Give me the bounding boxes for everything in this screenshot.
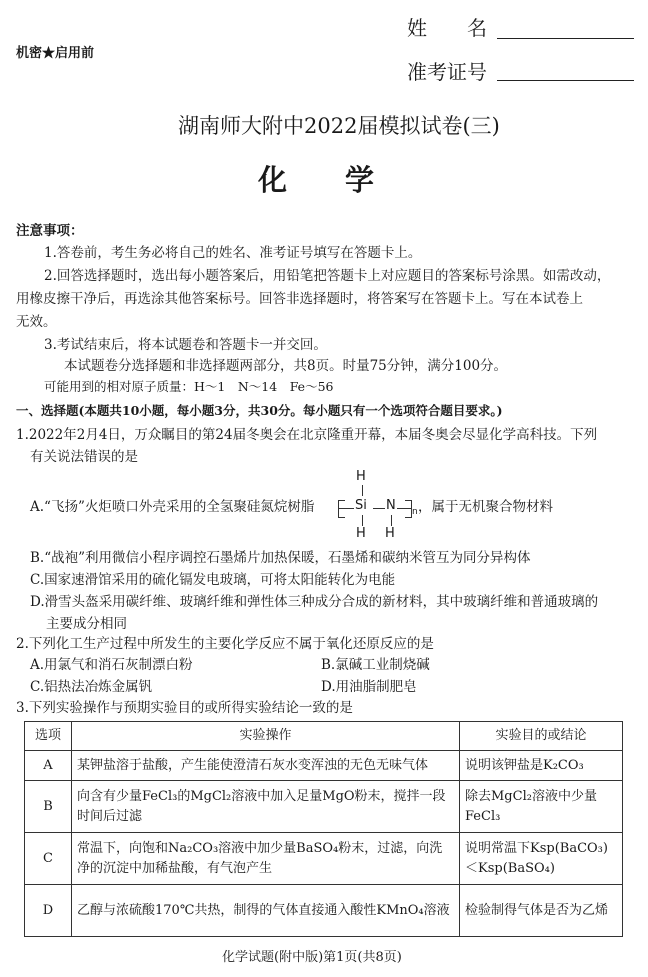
struct-h-top-1: H [356, 469, 366, 484]
subject-title: 化 学 [258, 163, 375, 197]
q1-option-a-suffix: ，属于无机聚合物材料 [418, 499, 553, 515]
name-label: 姓 名 [407, 16, 487, 40]
col-header-result: 实验目的或结论 [460, 722, 623, 751]
notice-item-2-cont: 用橡皮擦干净后，再选涂其他答案标号。回答非选择题时，将答案写在答题卡上。写在本试卷上 [16, 291, 583, 307]
row-result: 说明该钾盐是K₂CO₃ [460, 751, 623, 781]
struct-h-bottom-2: H [385, 526, 395, 541]
table-header-row [25, 722, 623, 751]
notice-item-2-end: 无效。 [16, 314, 57, 330]
notice-item-2: 2.回答选择题时，选出每小题答案后，用铅笔把答题卡上对应题目的答案标号涂黑。如需改动， [44, 268, 611, 284]
q2-stem: 2.下列化工生产过程中所发生的主要化学反应不属于氧化还原反应的是 [16, 636, 434, 652]
page-footer: 化学试题(附中版)第1页(共8页) [222, 950, 402, 965]
row-result: 说明常温下Ksp(BaCO₃)＜Ksp(BaSO₄) [460, 833, 623, 885]
row-option: D [25, 885, 72, 937]
table-row [25, 781, 623, 833]
row-result: 除去MgCl₂溶液中少量FeCl₃ [460, 781, 623, 833]
struct-n: N [386, 498, 396, 513]
q1-stem-line2: 有关说法错误的是 [30, 449, 138, 465]
q1-stem-line1: 1.2022年2月4日，万众瞩目的第24届冬奥会在北京隆重开幕，本届冬奥会尽显化学高科技。下列 [16, 427, 598, 443]
q1-option-b: B.“战袍”利用微信小程序调控石墨烯片加热保暖，石墨烯和碳纳米管互为同分异构体 [30, 550, 531, 566]
q2-option-b: B.氯碱工业制烧碱 [321, 657, 430, 673]
section-heading: 一、选择题(本题共10小题，每小题3分，共30分。每小题只有一个选项符合题目要求。) [16, 403, 503, 418]
struct-h-bottom-1: H [356, 526, 366, 541]
notice-item-1: 1.答卷前，考生务必将自己的姓名、准考证号填写在答题卡上。 [44, 245, 422, 261]
col-header-option: 选项 [25, 722, 72, 751]
struct-bond-top [362, 485, 363, 496]
struct-bond-left [338, 508, 354, 509]
row-operation: 常温下，向饱和Na₂CO₃溶液中加少量BaSO₄粉末，过滤，向洗净的沉淀中加稀盐酸，有气泡产生 [72, 833, 460, 885]
table-row [25, 885, 623, 937]
row-option: C [25, 833, 72, 885]
struct-bracket-left [338, 500, 345, 518]
struct-bracket-right [405, 500, 412, 518]
row-operation: 乙醇与浓硫酸170℃共热，制得的气体直接通入酸性KMnO₄溶液 [72, 885, 460, 937]
q3-stem: 3.下列实验操作与预期实验目的或所得实验结论一致的是 [16, 700, 353, 716]
secret-label: 机密★启用前 [16, 46, 95, 61]
exam-info: 本试题卷分选择题和非选择题两部分，共8页。时量75分钟，满分100分。 [64, 358, 508, 374]
exam-title: 湖南师大附中2022届模拟试卷(三) [178, 114, 500, 138]
row-option: A [25, 751, 72, 781]
q1-option-d-line1: D.滑雪头盔采用碳纤维、玻璃纤维和弹性体三种成分合成的新材料，其中玻璃纤维和普通玻璃的 [30, 594, 599, 610]
q2-option-d: D.用油脂制肥皂 [321, 679, 417, 695]
row-operation: 某钾盐溶于盐酸，产生能使澄清石灰水变浑浊的无色无味气体 [72, 751, 460, 781]
q3-table [24, 721, 623, 937]
q2-option-c: C.铝热法冶炼金属钒 [30, 679, 153, 695]
table-row [25, 833, 623, 885]
struct-subscript-n: n [412, 507, 418, 517]
struct-bond-bottom-1 [362, 515, 363, 526]
col-header-operation: 实验操作 [72, 722, 460, 751]
struct-bond-si-n [373, 508, 385, 509]
struct-si: Si [355, 498, 367, 513]
atomic-mass: 可能用到的相对原子质量：H～1 N～14 Fe～56 [44, 379, 334, 394]
q2-option-a: A.用氯气和消石灰制漂白粉 [30, 657, 193, 673]
name-field[interactable] [497, 38, 634, 39]
q1-option-c: C.国家速滑馆采用的硫化镉发电玻璃，可将太阳能转化为电能 [30, 572, 396, 588]
row-result: 检验制得气体是否为乙烯 [460, 885, 623, 937]
row-option: B [25, 781, 72, 833]
q1-option-d-line2: 主要成分相同 [46, 616, 127, 632]
exam-id-label: 准考证号 [407, 60, 487, 84]
notice-heading: 注意事项： [16, 223, 84, 239]
notice-item-3: 3.考试结束后，将本试题卷和答题卡一并交回。 [44, 337, 327, 353]
exam-id-field[interactable] [497, 80, 634, 81]
q1-option-a-prefix: A.“飞扬”火炬喷口外壳采用的全氢聚硅氮烷树脂 [30, 499, 315, 515]
table-row [25, 751, 623, 781]
row-operation: 向含有少量FeCl₃的MgCl₂溶液中加入足量MgO粉末，搅拌一段时间后过滤 [72, 781, 460, 833]
struct-bond-bottom-2 [391, 515, 392, 526]
